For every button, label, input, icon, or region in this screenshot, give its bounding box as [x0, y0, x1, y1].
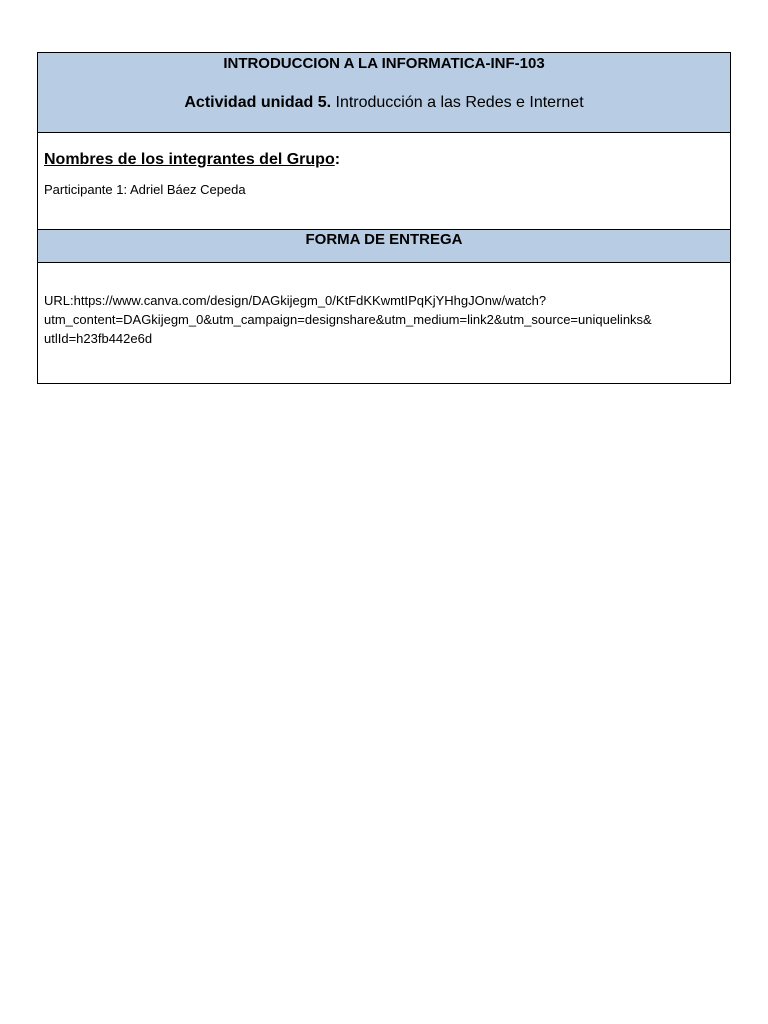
participant-1: Participante 1: Adriel Báez Cepeda	[44, 182, 246, 197]
group-members-heading-colon: :	[334, 151, 341, 168]
table-header-cell	[38, 53, 730, 133]
activity-subject: Introducción a las Redes e Internet	[331, 94, 584, 111]
delivery-url-line-2: utm_content=DAGkijegm_0&utm_campaign=designshare&utm_medium=link2&utm_source=uniquelinks&	[44, 312, 652, 327]
activity-title	[38, 93, 730, 113]
group-members-heading	[44, 150, 724, 170]
delivery-header-cell	[38, 230, 730, 263]
delivery-url-cell	[38, 263, 730, 383]
delivery-url-line-1: URL:https://www.canva.com/design/DAGkijegm_0/KtFdKKwmtIPqKjYHhgJOnw/watch?	[44, 293, 547, 308]
delivery-title: FORMA DE ENTREGA	[305, 231, 463, 248]
group-members-cell	[38, 133, 730, 230]
group-members-heading-text: Nombres de los integrantes del Grupo	[44, 151, 335, 168]
activity-label: Actividad unidad 5.	[184, 94, 332, 111]
delivery-url[interactable]	[44, 291, 724, 348]
course-title: INTRODUCCION A LA INFORMATICA-INF-103	[223, 55, 545, 72]
delivery-url-line-3: utlId=h23fb442e6d	[44, 331, 153, 346]
activity-table	[37, 52, 731, 384]
